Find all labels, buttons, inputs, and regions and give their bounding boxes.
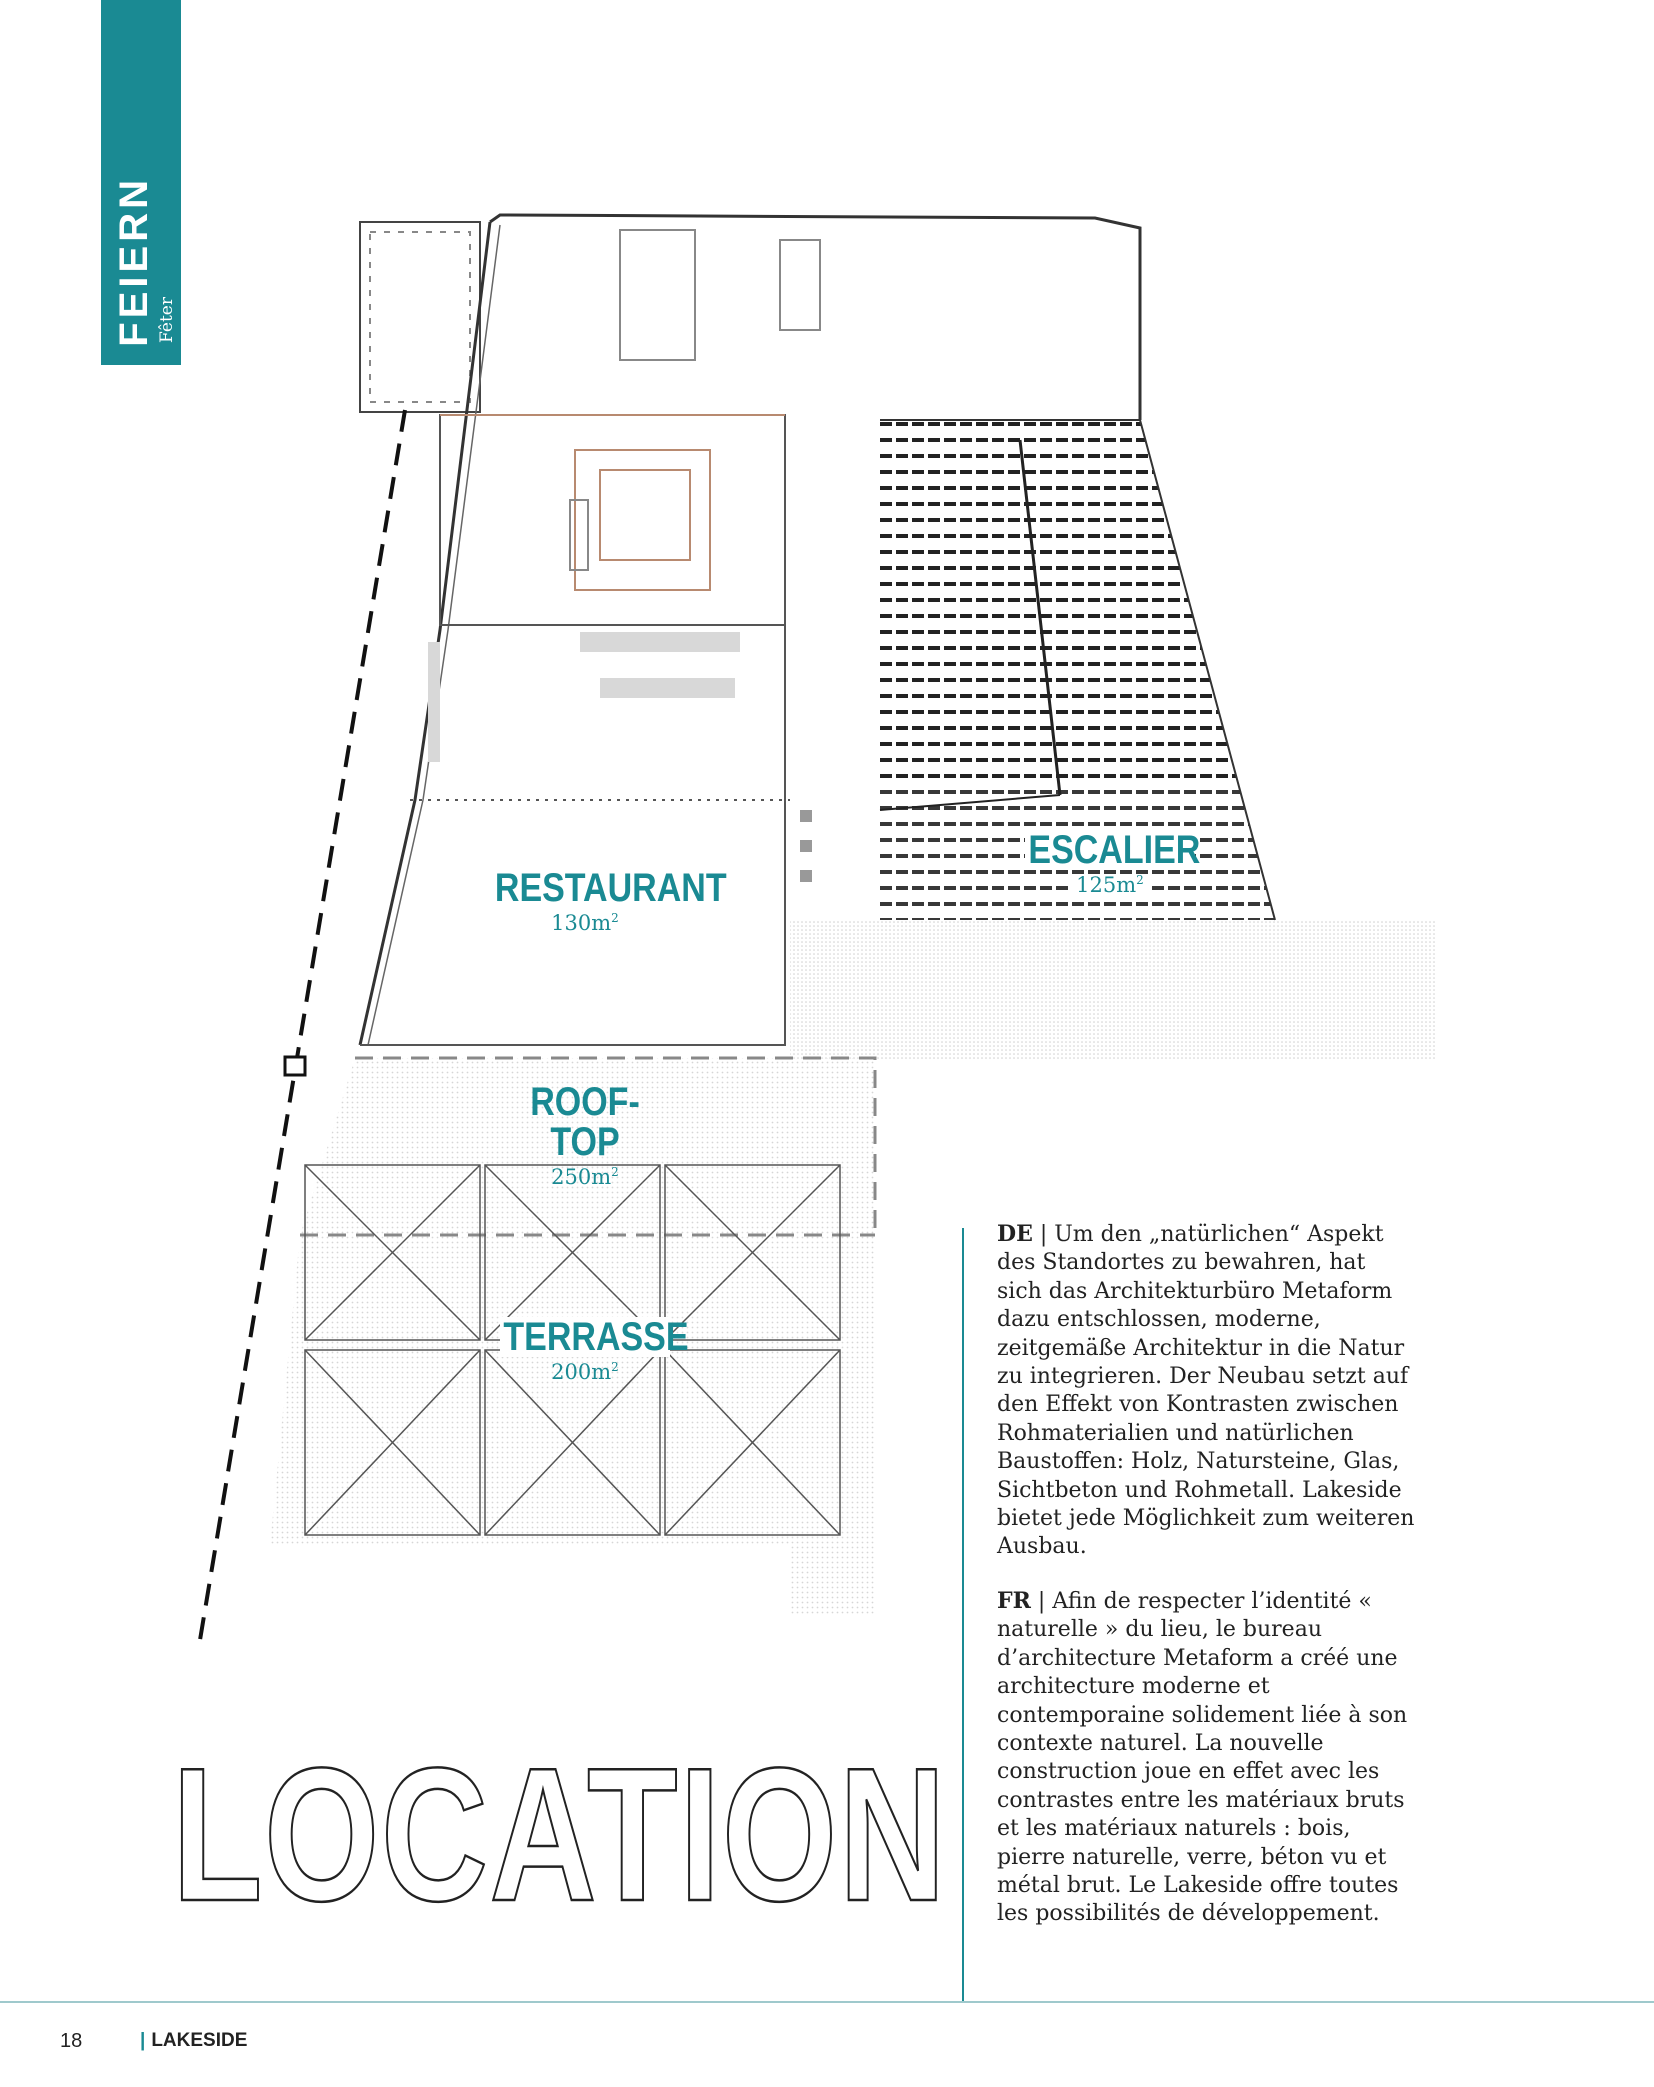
kitchen-area <box>440 230 820 625</box>
column-divider <box>962 1228 964 2001</box>
section-tab-title: FEIERN <box>112 176 156 347</box>
paragraph-text: | Um den „natürlichen“ Aspekt des Standortes zu bewahren, hat sich das Architekturbüro Metaform dazu entschlossen, moderne, zeitgemäße Architektur in die Natur zu integrieren. Der Neubau setzt auf den Effekt von Kontrasten zwischen Rohmaterialien und natürlichen Baustoffen: Holz, Natursteine, Glas, Sichtbeton und Rohmetall. Lakeside bietet jede Möglichkeit zum weiteren Ausbau. <box>997 1222 1415 1560</box>
room-area: 200m <box>551 1360 612 1384</box>
page-number: 18 <box>60 2030 83 2052</box>
room-name: TERRASSE <box>500 1317 670 1357</box>
footer-brand <box>140 2030 247 2052</box>
section-tab-subtitle: Fêter <box>157 297 177 343</box>
room-name: RESTAURANT <box>492 868 679 908</box>
footer-divider <box>0 2001 1654 2003</box>
deck-area <box>880 920 1435 1060</box>
footer-brand-name: LAKESIDE <box>151 2030 248 2051</box>
room-area: 250m <box>551 1165 612 1189</box>
room-area: 130m <box>551 911 612 935</box>
area-unit-exponent: 2 <box>1136 873 1144 887</box>
area-unit-exponent: 2 <box>611 911 619 925</box>
room-label-escalier <box>1010 830 1210 896</box>
page-title: LOCATION <box>172 1729 948 1941</box>
area-unit-exponent: 2 <box>611 1165 619 1179</box>
area-unit-exponent: 2 <box>611 1360 619 1374</box>
room-name: ESCALIER <box>1025 830 1195 870</box>
room-label-rooftop <box>480 1082 690 1188</box>
room-label-terrasse <box>485 1315 689 1384</box>
room-area: 125m <box>1076 873 1137 897</box>
footer-bar: | <box>140 2030 146 2051</box>
annex-structure <box>360 222 480 412</box>
paragraph-text: | Afin de respecter l’identité « naturelle » du lieu, le bureau d’architecture Metaform a créé une architecture moderne et contemporaine solidement liée à son contexte naturel. La nouvelle construction joue en effet avec les contrastes entre les matériaux bruts et les matériaux naturels : bois, pierre naturelle, verre, béton vu et métal brut. Le Lakeside offre toutes les possibilités de développement. <box>997 1589 1408 1927</box>
room-label-restaurant <box>475 866 727 935</box>
restaurant-area <box>360 625 812 1045</box>
german-paragraph <box>997 1220 1417 1562</box>
language-tag: FR <box>997 1588 1031 1614</box>
language-tag: DE <box>997 1221 1033 1247</box>
room-name: ROOF-TOP <box>530 1080 640 1164</box>
french-paragraph <box>997 1587 1417 1929</box>
